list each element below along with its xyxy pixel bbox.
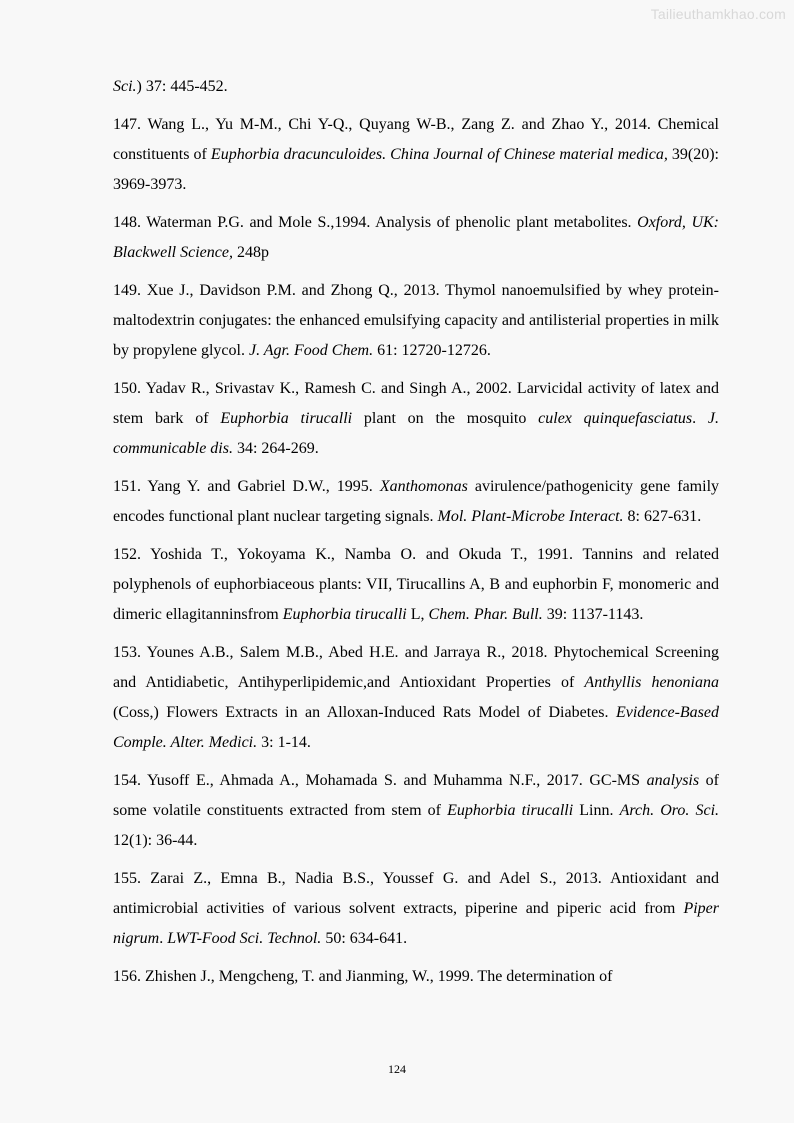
reference-text [113, 276, 719, 366]
reference-text [113, 472, 719, 532]
italic-segment: J. Agr. Food Chem. [248, 342, 374, 359]
reference-ref-151 [113, 472, 719, 532]
italic-segment: Arch. Oro. Sci. [619, 802, 720, 819]
italic-segment: Euphorbia dracunculoides. China Journal of Chinese material medica, [210, 146, 668, 163]
text-segment: 156. Zhishen J., Mengcheng, T. and Jianming, W., 1999. The determination of [113, 968, 613, 985]
reference-ref-150 [113, 374, 719, 464]
text-segment: 12(1): 36-44. [113, 832, 198, 849]
text-segment: Linn. [573, 802, 620, 819]
reference-ref-156 [113, 962, 719, 992]
text-segment: 153. Younes A.B., Salem M.B., Abed H.E. and Jarraya R., 2018. Phytochemical Screening and Antidiabetic, Antihyperlipidemic,and Antioxidant Properties of [113, 644, 719, 691]
italic-segment: J. communicable dis. [113, 410, 720, 457]
italic-segment: Mol. Plant-Microbe Interact. [437, 508, 624, 525]
reference-text [113, 962, 719, 992]
text-segment: avirulence/pathogenicity gene family encodes functional plant nuclear targeting signals. [113, 478, 720, 525]
text-segment: . [159, 930, 168, 947]
italic-segment: Evidence-Based Comple. Alter. Medici. [113, 704, 719, 751]
text-segment: 39(20): 3969-3973. [113, 146, 720, 193]
italic-segment: Euphorbia tirucalli [282, 606, 407, 623]
reference-ref-155 [113, 864, 719, 954]
reference-ref-152 [113, 540, 719, 630]
text-segment: 150. Yadav R., Srivastav K., Ramesh C. and Singh A., 2002. Larvicidal activity of latex and stem bark of [113, 380, 719, 427]
italic-segment: Chem. Phar. Bull. [428, 606, 543, 623]
reference-text [113, 72, 719, 102]
italic-segment: analysis [646, 772, 700, 789]
watermark: Tailieuthamkhao.com [650, 6, 786, 22]
text-segment: 155. Zarai Z., Emna B., Nadia B.S., Youssef G. and Adel S., 2013. Antioxidant and antimicrobial activities of various solvent extracts, piperine and piperic acid from [113, 870, 719, 917]
italic-segment: Piper nigrum [113, 900, 719, 947]
text-segment: . [692, 410, 708, 427]
text-segment: 147. Wang L., Yu M-M., Chi Y-Q., Quyang W-B., Zang Z. and Zhao Y., 2014. Chemical constituents of [113, 116, 719, 163]
italic-segment: Anthyllis henoniana [584, 674, 719, 691]
reference-ref-153 [113, 638, 719, 758]
italic-segment: Euphorbia tirucalli [447, 802, 574, 819]
reference-list [113, 72, 719, 1000]
text-segment: 148. Waterman P.G. and Mole S.,1994. Analysis of phenolic plant metabolites. [113, 214, 638, 231]
reference-ref-149 [113, 276, 719, 366]
italic-segment: culex quinquefasciatus [538, 410, 693, 427]
text-segment: 149. Xue J., Davidson P.M. and Zhong Q., 2013. Thymol nanoemulsified by whey protein-maltodextrin conjugates: the enhanced emulsifying capacity and antilisterial properties in milk by propylene glycol. [113, 282, 719, 359]
reference-text [113, 374, 719, 464]
text-segment: 61: 12720-12726. [373, 342, 491, 359]
text-segment: L, [406, 606, 429, 623]
reference-ref-154 [113, 766, 719, 856]
reference-text [113, 110, 719, 200]
reference-text [113, 766, 719, 856]
italic-segment: LWT-Food Sci. Technol. [167, 930, 322, 947]
reference-ref-148 [113, 208, 719, 268]
reference-text [113, 540, 719, 630]
reference-text [113, 208, 719, 268]
italic-segment: Oxford, UK: Blackwell Science, [113, 214, 720, 261]
text-segment: 151. Yang Y. and Gabriel D.W., 1995. [113, 478, 380, 495]
text-segment: 248p [232, 244, 269, 261]
text-segment: 154. Yusoff E., Ahmada A., Mohamada S. and Muhamma N.F., 2017. GC-MS [113, 772, 647, 789]
page-number: 124 [388, 1062, 406, 1076]
reference-text [113, 638, 719, 758]
italic-segment: Euphorbia tirucalli [220, 410, 353, 427]
text-segment: 50: 634-641. [321, 930, 408, 947]
text-segment: 34: 264-269. [232, 440, 319, 457]
italic-segment: Sci. [113, 78, 137, 95]
text-segment: of some volatile constituents extracted from stem of [113, 772, 719, 819]
text-segment: (Coss,) Flowers Extracts in an Alloxan-Induced Rats Model of Diabetes. [113, 704, 616, 721]
text-segment: 39: 1137-1143. [542, 606, 644, 623]
text-segment: 8: 627-631. [623, 508, 702, 525]
reference-ref-146-tail [113, 72, 719, 102]
text-segment: ) 37: 445-452. [136, 78, 228, 95]
reference-text [113, 864, 719, 954]
reference-ref-147 [113, 110, 719, 200]
text-segment: 152. Yoshida T., Yokoyama K., Namba O. and Okuda T., 1991. Tannins and related polyphenols of euphorbiaceous plants: VII, Tirucallins A, B and euphorbin F, monomeric and dimeric ellagitanninsfrom [113, 546, 719, 623]
italic-segment: Xanthomonas [379, 478, 468, 495]
text-segment: plant on the mosquito [352, 410, 539, 427]
text-segment: 3: 1-14. [257, 734, 311, 751]
